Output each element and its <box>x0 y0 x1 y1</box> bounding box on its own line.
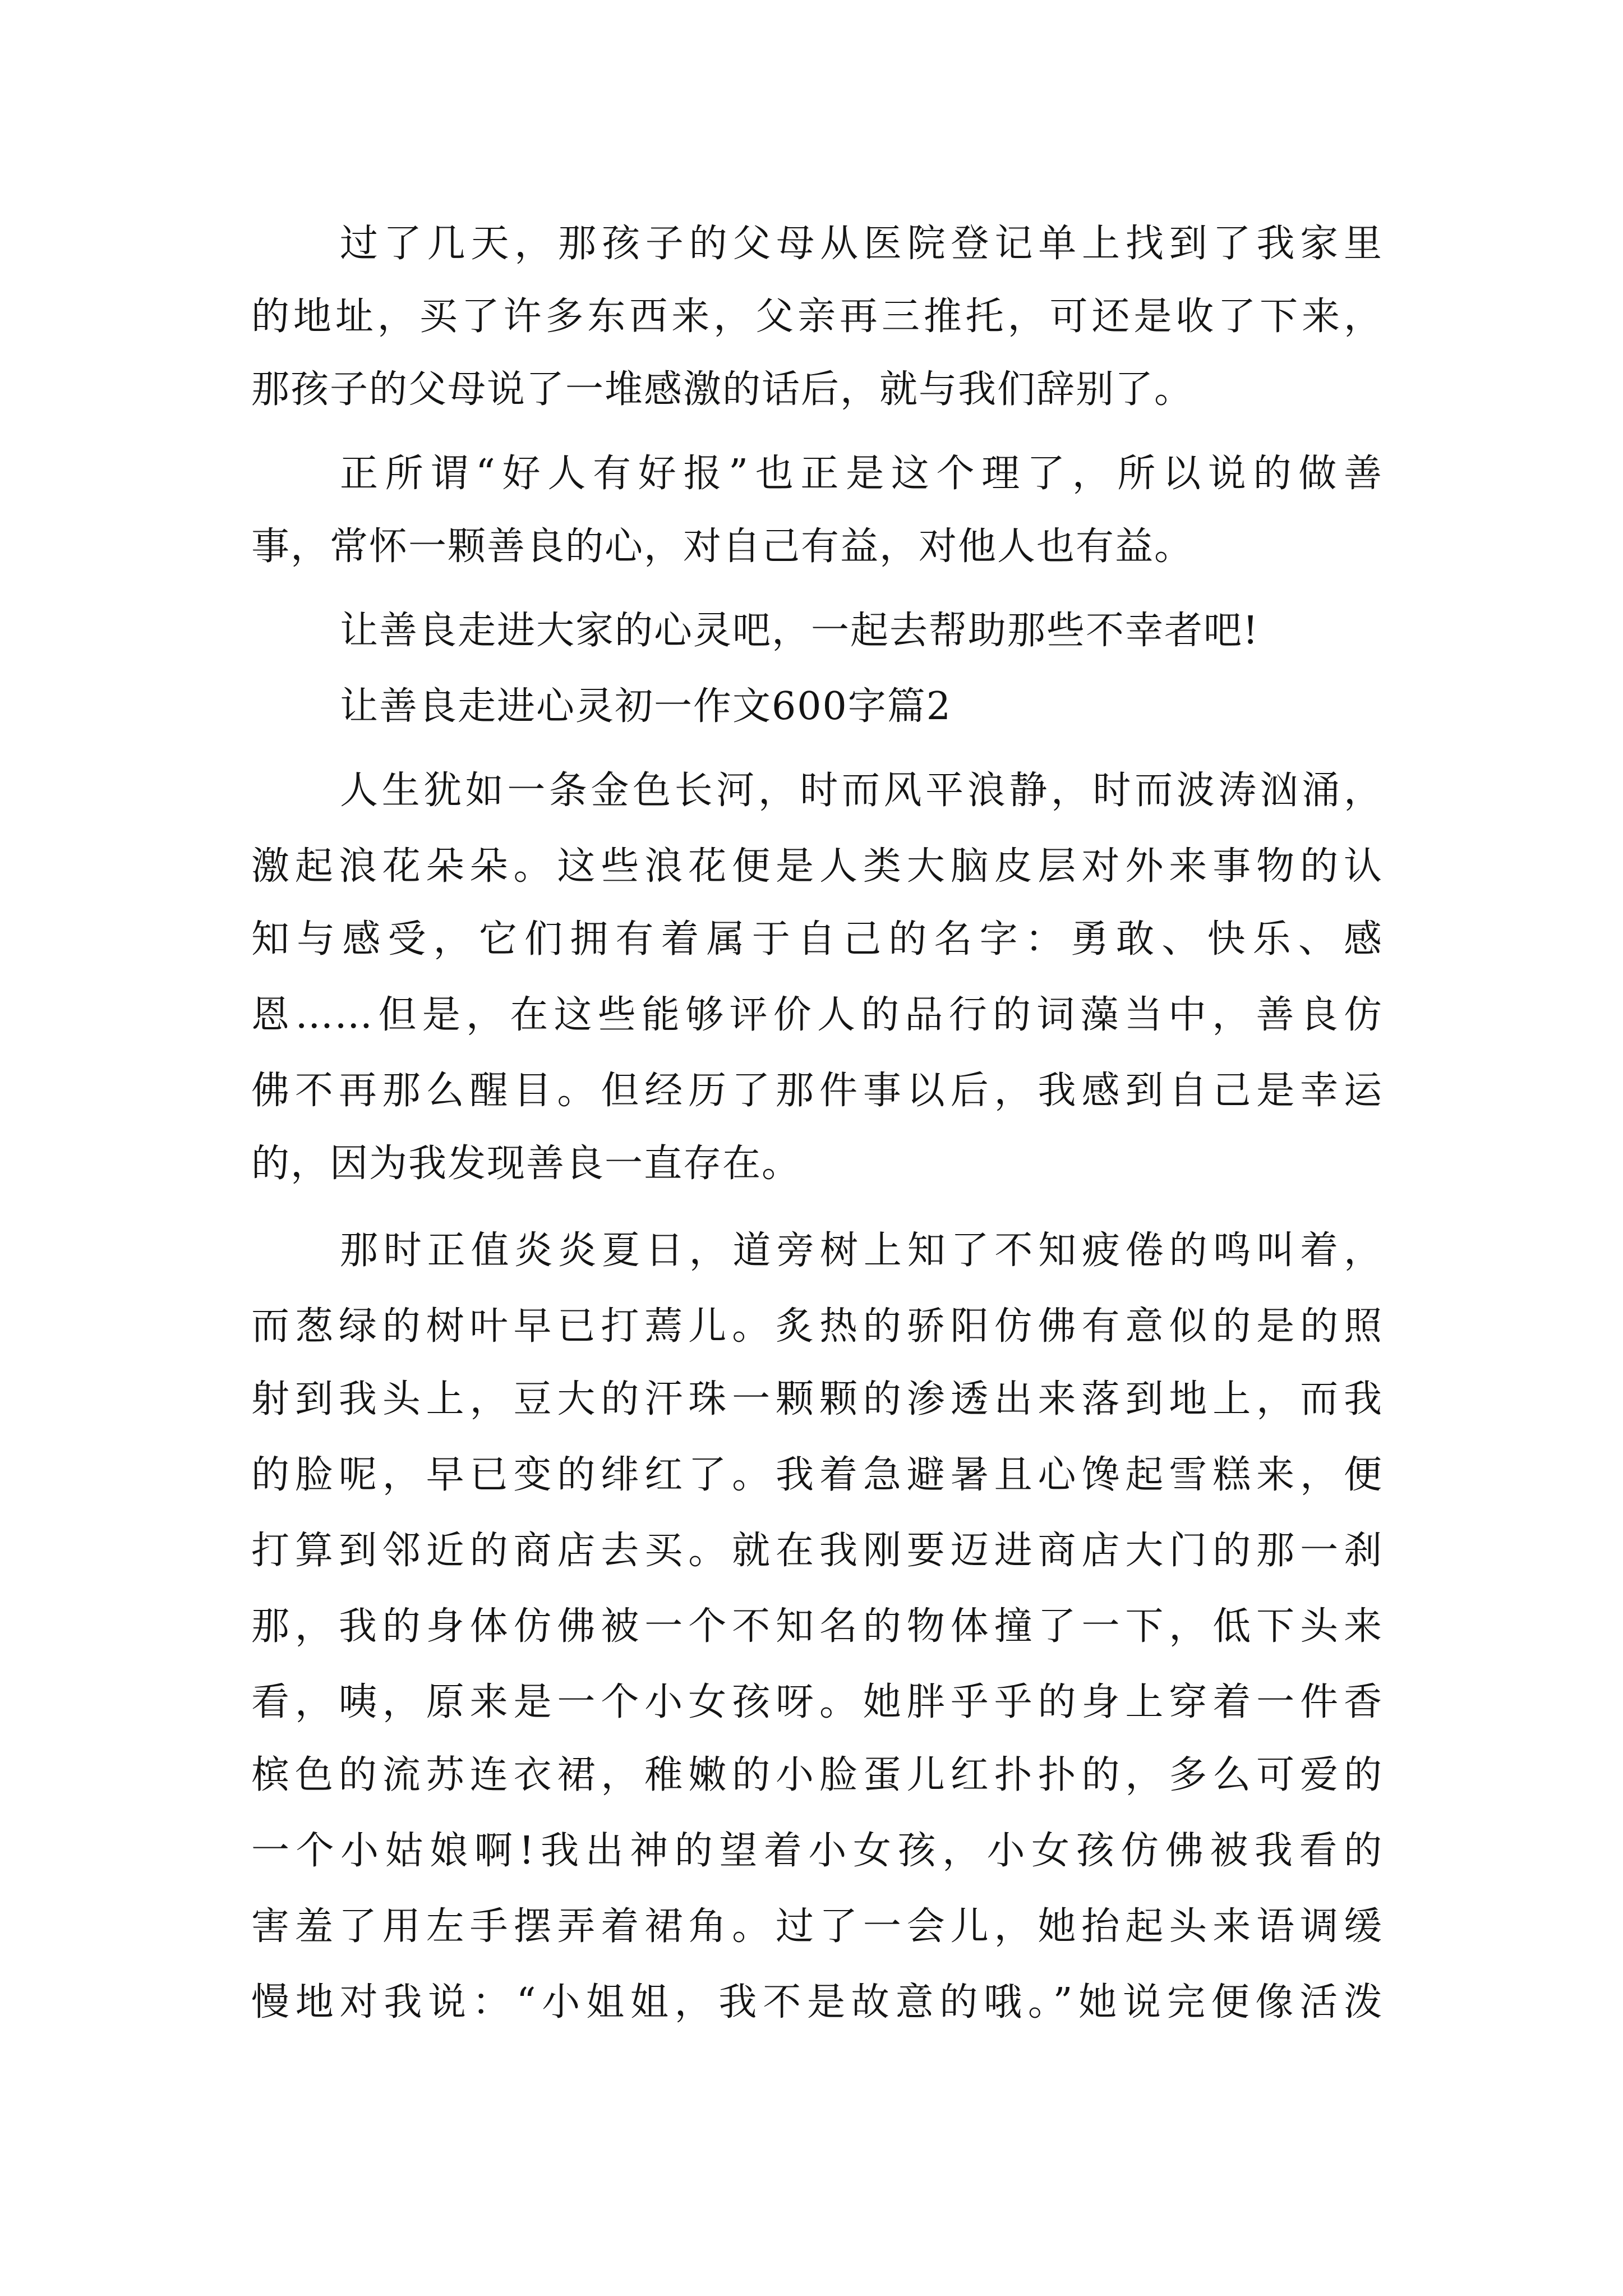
text-line: 射到我头上，豆大的汗珠一颗颗的渗透出来落到地上，而我 <box>251 1377 1383 1421</box>
text-line: 人生犹如一条金色长河，时而风平浪静，时而波涛汹涌， <box>340 769 1383 813</box>
text-line: 正所谓“好人有好报”也正是这个理了，所以说的做善 <box>340 452 1383 496</box>
text-line: 看，咦，原来是一个小女孩呀。她胖乎乎的身上穿着一件香 <box>251 1680 1383 1724</box>
text-line: 而葱绿的树叶早已打蔫儿。炙热的骄阳仿佛有意似的是的照 <box>251 1304 1383 1349</box>
text-line: 那，我的身体仿佛被一个不知名的物体撞了一下，低下头来 <box>251 1604 1383 1649</box>
text-line: 槟色的流苏连衣裙，稚嫩的小脸蛋儿红扑扑的，多么可爱的 <box>251 1753 1383 1797</box>
text-line: 打算到邻近的商店去买。就在我刚要迈进商店大门的那一刹 <box>251 1529 1383 1573</box>
text-line: 一个小姑娘啊!我出神的望着小女孩，小女孩仿佛被我看的 <box>251 1829 1383 1873</box>
text-line: 过了几天，那孩子的父母从医院登记单上找到了我家里 <box>340 222 1383 266</box>
text-line: 佛不再那么醒目。但经历了那件事以后，我感到自己是幸运 <box>251 1069 1383 1113</box>
text-line: 激起浪花朵朵。这些浪花便是人类大脑皮层对外来事物的认 <box>251 844 1383 889</box>
text-line: 的，因为我发现善良一直存在。 <box>251 1142 801 1186</box>
text-line: 的脸呢，早已变的绯红了。我着急避暑且心馋起雪糕来，便 <box>251 1453 1383 1497</box>
text-line: 知与感受，它们拥有着属于自己的名字：勇敢、快乐、感 <box>251 917 1383 961</box>
text-line: 让善良走进大家的心灵吧，一起去帮助那些不幸者吧! <box>340 609 1260 653</box>
text-line: 那时正值炎炎夏日，道旁树上知了不知疲倦的鸣叫着， <box>340 1228 1383 1273</box>
text-line: 的地址，买了许多东西来，父亲再三推托，可还是收了下来， <box>251 295 1383 339</box>
text-line: 恩……但是，在这些能够评价人的品行的词藻当中，善良仿 <box>251 993 1383 1037</box>
text-line: 那孩子的父母说了一堆感激的话后，就与我们辞别了。 <box>251 367 1194 412</box>
text-line: 慢地对我说：“小姐姐，我不是故意的哦。”她说完便像活泼 <box>251 1980 1383 2024</box>
section-heading: 让善良走进心灵初一作文600字篇2 <box>340 684 952 729</box>
text-line: 害羞了用左手摆弄着裙角。过了一会儿，她抬起头来语调缓 <box>251 1904 1383 1949</box>
text-line: 事，常怀一颗善良的心，对自己有益，对他人也有益。 <box>251 524 1194 569</box>
